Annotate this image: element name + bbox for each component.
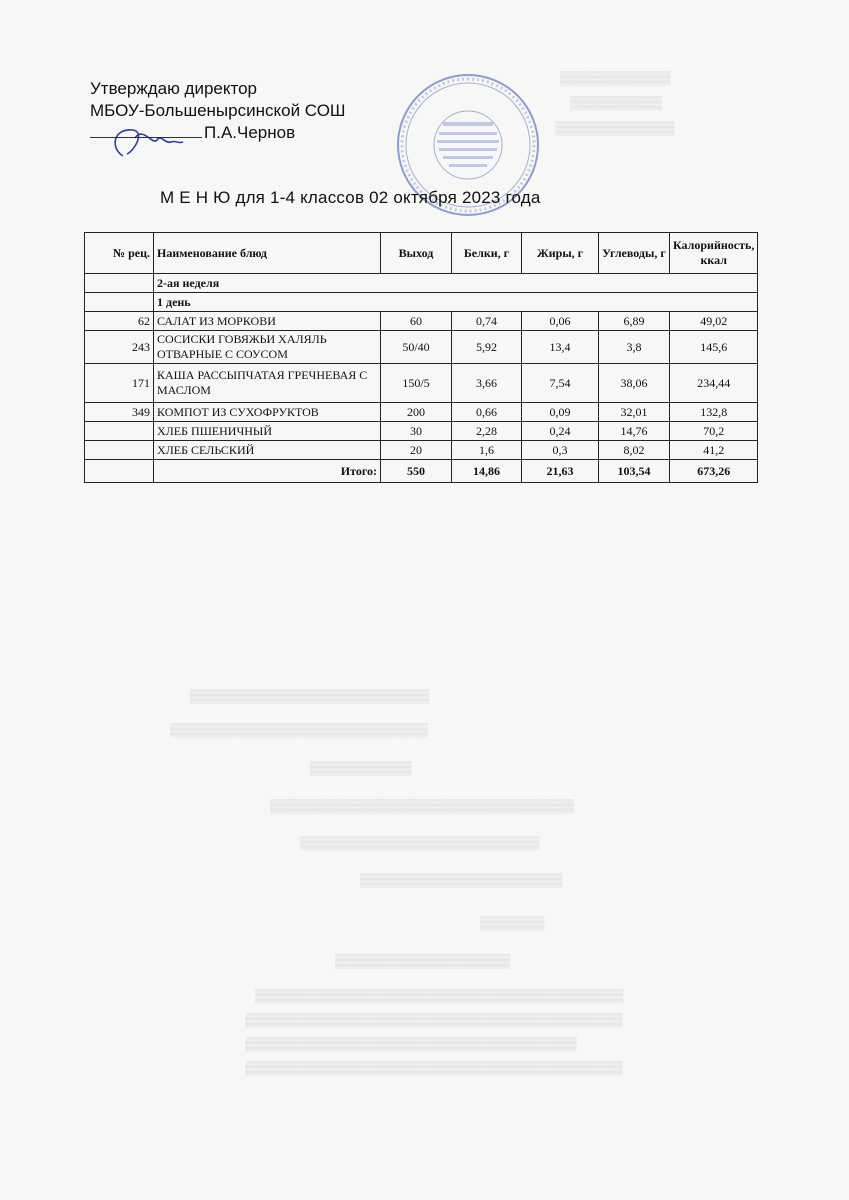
col-header-output: Выход xyxy=(381,233,452,274)
table-header-row xyxy=(85,233,758,274)
cell-calories: 49,02 xyxy=(670,312,758,331)
total-carbs: 103,54 xyxy=(599,460,670,483)
table-row xyxy=(85,312,758,331)
week-label: 2-ая неделя xyxy=(154,274,758,293)
cell-carbs: 32,01 xyxy=(599,403,670,422)
cell-protein: 0,74 xyxy=(452,312,522,331)
cell-output: 60 xyxy=(381,312,452,331)
bleed-through-text: ▒▒▒▒▒▒▒▒▒▒▒▒▒▒▒▒▒▒▒▒▒▒▒▒▒▒▒▒▒▒▒▒▒▒▒▒▒▒▒▒▒ xyxy=(245,1012,623,1027)
bleed-through-text: ▒▒▒▒▒▒▒ xyxy=(480,915,545,930)
bleed-through-text: ▒▒▒▒▒▒▒▒▒▒▒▒▒▒▒▒▒▒▒▒▒▒▒▒▒▒ xyxy=(300,835,540,850)
table-row xyxy=(85,441,758,460)
cell-calories: 70,2 xyxy=(670,422,758,441)
cell-dish: СОСИСКИ ГОВЯЖЬИ ХАЛЯЛЬ ОТВАРНЫЕ С СОУСОМ xyxy=(154,331,381,364)
cell-recipe: 171 xyxy=(85,364,154,403)
cell-fat: 0,24 xyxy=(522,422,599,441)
cell-protein: 2,28 xyxy=(452,422,522,441)
bleed-through-text: ▒▒▒▒▒▒▒▒▒▒▒▒▒▒▒▒▒▒▒▒▒▒▒▒▒▒▒▒▒▒▒▒▒▒▒▒▒▒▒▒ xyxy=(255,988,624,1003)
cell-carbs: 8,02 xyxy=(599,441,670,460)
col-header-fat: Жиры, г xyxy=(522,233,599,274)
menu-title: М Е Н Ю для 1-4 классов 02 октября 2023 года xyxy=(160,188,541,207)
bleed-through-text: ▒▒▒▒▒▒▒▒▒▒▒▒▒▒▒▒▒▒▒▒▒▒▒▒▒▒▒▒ xyxy=(170,722,428,737)
cell-dish: САЛАТ ИЗ МОРКОВИ xyxy=(154,312,381,331)
bleed-through-text: ▒▒▒▒▒▒▒▒▒▒▒▒▒ xyxy=(555,120,675,135)
total-label: Итого: xyxy=(154,460,381,483)
cell-fat: 0,06 xyxy=(522,312,599,331)
cell-recipe: 349 xyxy=(85,403,154,422)
cell-dish: ХЛЕБ ПШЕНИЧНЫЙ xyxy=(154,422,381,441)
cell-recipe: 243 xyxy=(85,331,154,364)
cell-calories: 132,8 xyxy=(670,403,758,422)
cell-carbs: 14,76 xyxy=(599,422,670,441)
col-header-carbs: Углеводы, г xyxy=(599,233,670,274)
total-protein: 14,86 xyxy=(452,460,522,483)
bleed-through-text: ▒▒▒▒▒▒▒▒▒▒▒▒ xyxy=(560,70,671,85)
bleed-through-text: ▒▒▒▒▒▒▒▒▒▒▒▒▒▒▒▒▒▒▒▒▒▒▒▒▒▒ xyxy=(190,688,430,703)
cell-dish: КОМПОТ ИЗ СУХОФРУКТОВ xyxy=(154,403,381,422)
cell-dish: ХЛЕБ СЕЛЬСКИЙ xyxy=(154,441,381,460)
table-row xyxy=(85,364,758,403)
bleed-through-text: ▒▒▒▒▒▒▒▒▒▒▒ xyxy=(310,760,412,775)
cell-fat: 0,3 xyxy=(522,441,599,460)
cell-carbs: 6,89 xyxy=(599,312,670,331)
approval-name: П.А.Чернов xyxy=(204,123,296,142)
col-header-dish: Наименование блюд xyxy=(154,233,381,274)
cell-output: 50/40 xyxy=(381,331,452,364)
bleed-through-text: ▒▒▒▒▒▒▒▒▒▒▒▒▒▒▒▒▒▒▒▒▒▒▒▒▒▒▒▒▒▒▒▒▒▒▒▒▒▒▒▒▒ xyxy=(245,1060,623,1075)
cell-recipe: 62 xyxy=(85,312,154,331)
cell-output: 20 xyxy=(381,441,452,460)
cell-calories: 145,6 xyxy=(670,331,758,364)
cell-calories: 234,44 xyxy=(670,364,758,403)
col-header-recipe: № рец. xyxy=(85,233,154,274)
cell-protein: 5,92 xyxy=(452,331,522,364)
col-header-protein: Белки, г xyxy=(452,233,522,274)
bleed-through-text: ▒▒▒▒▒▒▒▒▒▒▒▒▒▒▒▒▒▒▒ xyxy=(335,953,510,968)
total-calories: 673,26 xyxy=(670,460,758,483)
bleed-through-text: ▒▒▒▒▒▒▒▒▒▒▒▒▒▒▒▒▒▒▒▒▒▒▒▒▒▒▒▒▒▒▒▒▒ xyxy=(270,798,574,813)
bleed-through-text: ▒▒▒▒▒▒▒▒▒▒ xyxy=(570,95,663,110)
cell-recipe xyxy=(85,422,154,441)
cell-carbs: 38,06 xyxy=(599,364,670,403)
cell-recipe xyxy=(85,441,154,460)
week-row xyxy=(85,274,758,293)
cell-calories: 41,2 xyxy=(670,441,758,460)
cell-protein: 0,66 xyxy=(452,403,522,422)
table-row xyxy=(85,403,758,422)
approval-signatory xyxy=(90,122,346,144)
table-row xyxy=(85,422,758,441)
total-output: 550 xyxy=(381,460,452,483)
approval-org: МБОУ-Большенырсинской СОШ xyxy=(90,101,346,120)
bleed-through-text: ▒▒▒▒▒▒▒▒▒▒▒▒▒▒▒▒▒▒▒▒▒▒ xyxy=(360,872,563,887)
day-label: 1 день xyxy=(154,293,758,312)
approval-block xyxy=(90,78,346,144)
cell-output: 200 xyxy=(381,403,452,422)
cell-dish: КАША РАССЫПЧАТАЯ ГРЕЧНЕВАЯ С МАСЛОМ xyxy=(154,364,381,403)
cell-fat: 7,54 xyxy=(522,364,599,403)
approval-title: Утверждаю директор xyxy=(90,79,258,98)
total-fat: 21,63 xyxy=(522,460,599,483)
cell-protein: 3,66 xyxy=(452,364,522,403)
col-header-calories: Калорийность, ккал xyxy=(670,233,758,274)
cell-protein: 1,6 xyxy=(452,441,522,460)
total-row xyxy=(85,460,758,483)
day-row xyxy=(85,293,758,312)
cell-fat: 13,4 xyxy=(522,331,599,364)
menu-table xyxy=(84,232,758,483)
cell-fat: 0,09 xyxy=(522,403,599,422)
cell-output: 30 xyxy=(381,422,452,441)
table-row xyxy=(85,331,758,364)
cell-output: 150/5 xyxy=(381,364,452,403)
bleed-through-text: ▒▒▒▒▒▒▒▒▒▒▒▒▒▒▒▒▒▒▒▒▒▒▒▒▒▒▒▒▒▒▒▒▒▒▒▒ xyxy=(245,1036,577,1051)
cell-carbs: 3,8 xyxy=(599,331,670,364)
